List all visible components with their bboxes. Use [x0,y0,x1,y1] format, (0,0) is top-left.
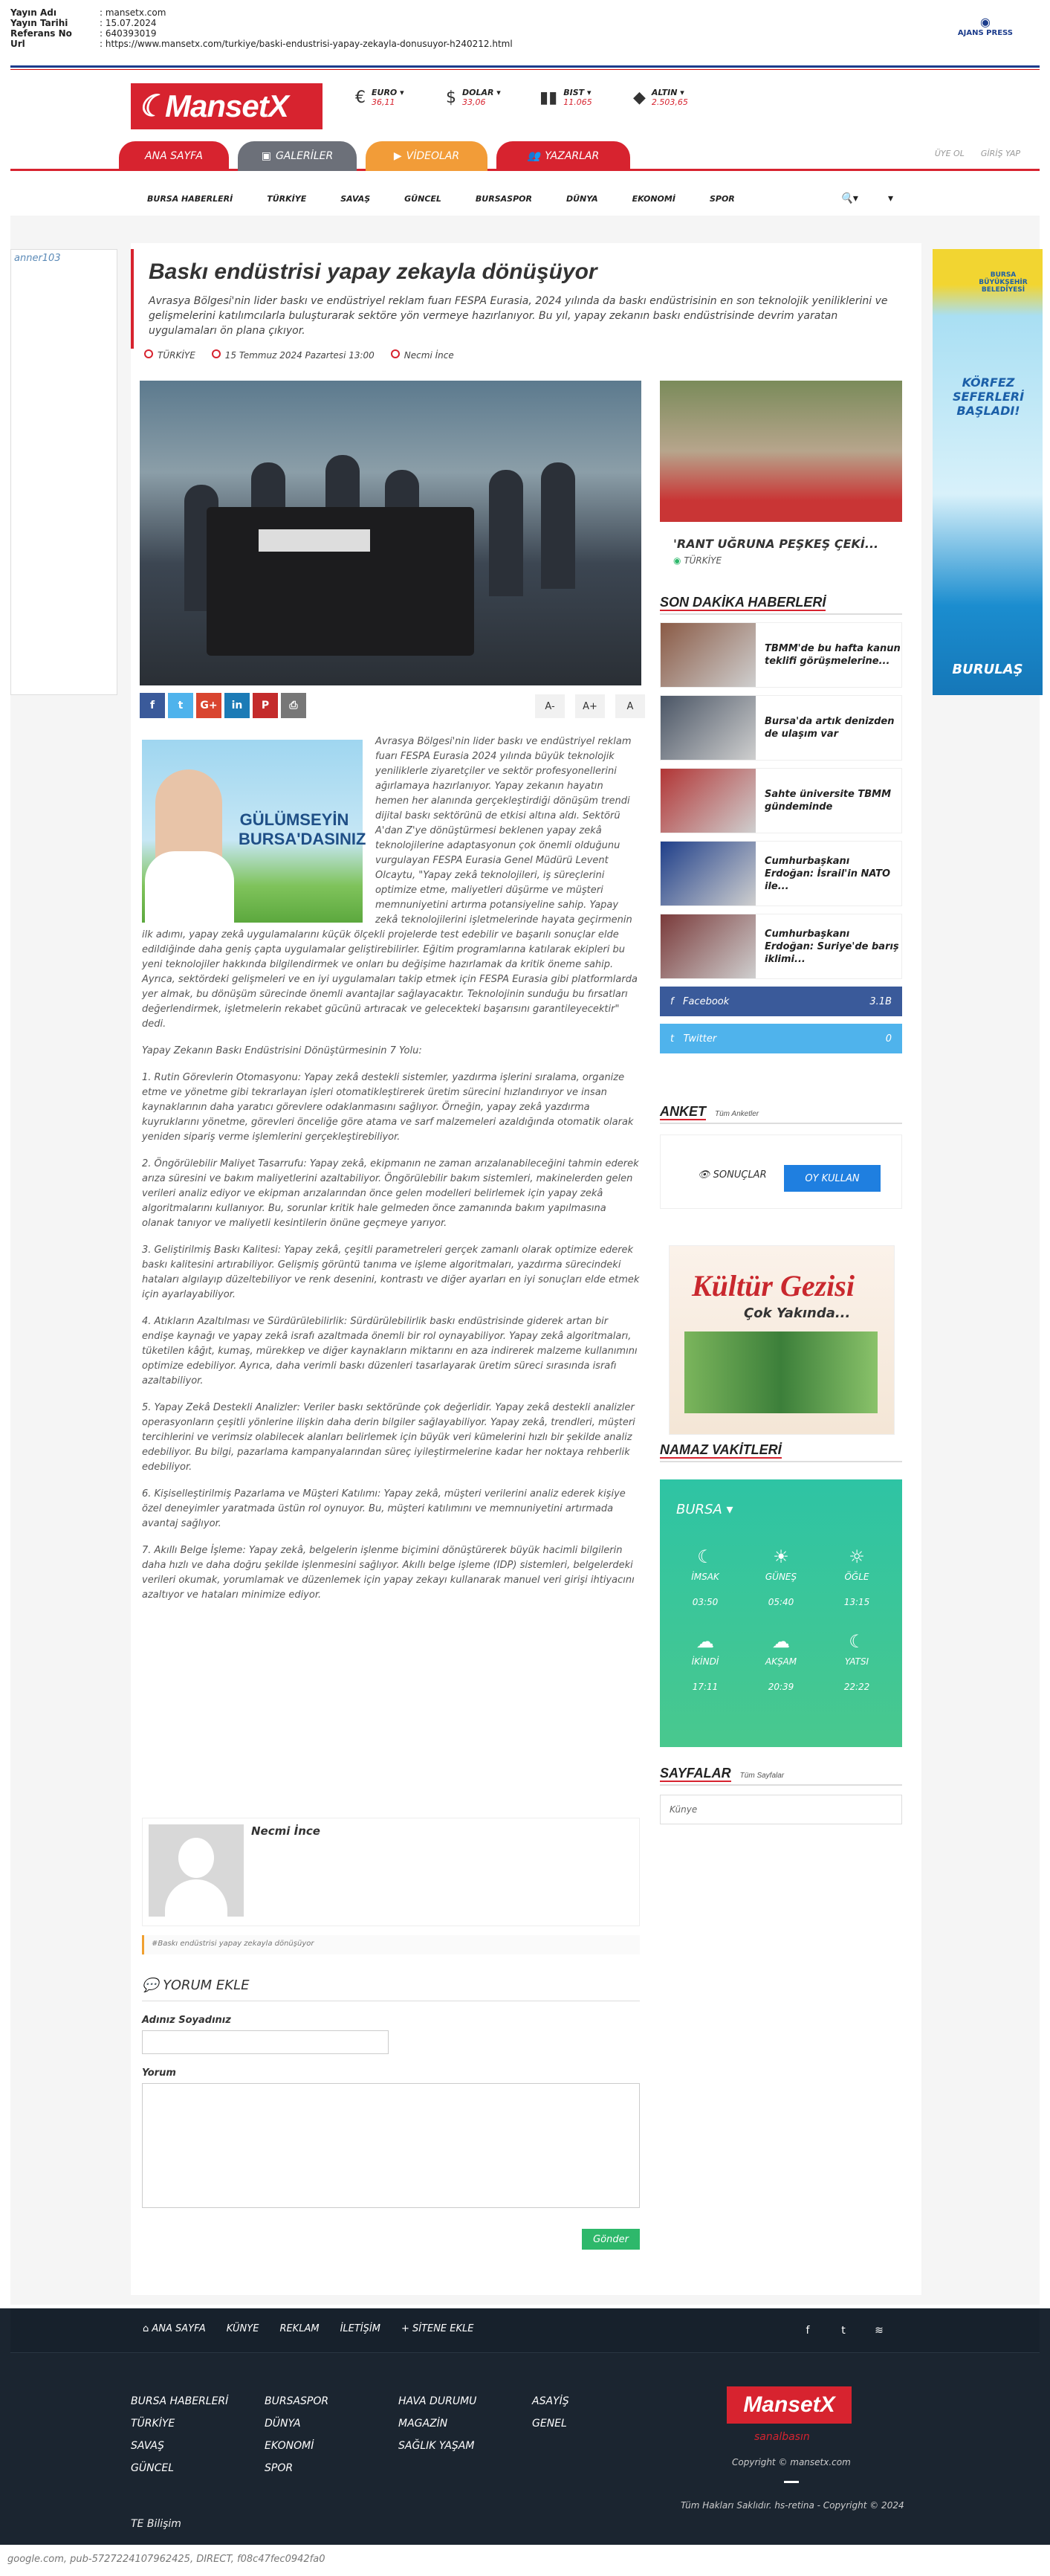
twitter-icon: t [670,1033,675,1045]
currency-icon: $ [446,88,456,107]
te-bilisim-link[interactable]: TE Bilişim [131,2518,181,2530]
news-title: Sahte üniversite TBMM gündeminde [765,789,892,813]
ads-txt-line: google.com, pub-5727224107962425, DIRECT, f08c47fec0942fa0 [7,2554,325,2565]
agency-logo: ◉ AJANS PRESS [957,15,1013,37]
twitter-counter[interactable]: t Twitter 0 [660,1024,902,1053]
breaking-news: SON DAKİKA HABERLERİ TBMM'de bu hafta kanun teklifi görüşmelerine... Bursa'da artık denizden de ulaşım var Sahte üniversite TBMM gündeminde Cumhurbaşkanı Erdoğan: İsrail'in NATO ile... Cumhurbaşkanı Erdoğan: Suriye'de barış iklimi... f Facebook 3.1B t Twitter 0 [660,595,902,1053]
footer-column [398,2390,502,2479]
footer-rights: Tüm Hakları Saklıdır. hs-retina - Copyright © 2024 [681,2500,904,2511]
name-input[interactable] [142,2030,389,2054]
footer-column [532,2390,636,2479]
prayer-time [667,1546,743,1607]
article-paragraph: Avrasya Bölgesi'nin lider baskı ve endüstriyel reklam fuarı FESPA Eurasia 2024 yılında büyük teknolojik yeniliklerle ziyaretçiler ve sektör profesyonellerini ağırlamaya hazırlanıyor. Yapay zekanın hayatın hemen her alanında gerçekleştirdiği dönüşüm trendi dijital baskı sektörünü de etkisi altına aldı. Sektörü A'dan Z'ye dönüştürmesi beklenen yapay zekâ teknolojilerine adaptasyonun çok önemli olduğunu vurgulayan FESPA Eurasia Genel Müdürü Levent Olcaytu, "Yapay zekâ teknolojileri, iş süreçlerini optimize etme, maliyetleri düşürme ve müşteri memnuniyetini artırma potansiyeline sahip. Yapay zekâ teknolojilerini işletmelerinde hayata geçirmenin ilk adımı, yapay zekâ uygulamalarını küçük ölçekli projelerde test edebilir ve başarılı sonuçlar elde edildiğinde daha geniş çapta uygulamalar geliştirebilirler. Eğitim programlarına katılarak ekipleri bu yeni teknolojiler hakkında bilgilendirmek ve onları bu değişime hazırlamak da kritik öneme sahip. Ayrıca, sektördeki gelişmeleri ve en iyi uygulamaları takip etmek için FESPA Eurasia gibi platformlarda yer almak, bu dönüşüm sürecinde önemli avantajlar sağlayacaktır. Teknolojinin sunduğu bu fırsatları değerlendirmek, işletmelerin rekabet gücünü artıracak ve gelecekteki başarısını garantileyecektir" dedi. [142,736,638,1030]
prayer-name: GÜNEŞ [765,1572,797,1582]
featured-image [660,381,902,522]
avatar [149,1824,244,1917]
image-icon: ▣ [261,150,271,162]
facebook-icon[interactable]: f [806,2325,810,2337]
footer-category-link[interactable]: HAVA DURUMU [398,2395,477,2407]
nav-item-savaş[interactable]: SAVAŞ [340,193,371,204]
footer-category-link[interactable]: SAVAŞ [131,2440,164,2452]
footer-column [265,2390,369,2479]
prayer-icon: ☁ [696,1631,714,1652]
crescent-star-icon: ☾ [138,90,164,123]
article-author[interactable]: Necmi İnce [391,349,454,361]
footer-category-link[interactable]: MAGAZİN [398,2418,448,2430]
article-category[interactable]: TÜRKİYE [144,349,195,361]
footer-copyright: Copyright © mansetx.com [732,2457,851,2467]
prayer-name: ÖĞLE [844,1572,869,1582]
font-size-controls [535,694,645,718]
ticker-bist[interactable] [539,88,592,107]
login-link[interactable]: GİRİŞ YAP [980,149,1020,158]
footer [0,2308,1050,2545]
news-thumbnail [661,769,756,833]
article-paragraph: 2. Öngörülebilir Maliyet Tasarrufu: Yapay zekâ, ekipmanın ne zaman arızalanabileceğini tahmin ederek arıza süresini ve bakım maliyetlerini azaltabiliyor. Öngörülebilir bakım sistemleri, makinelerden gelen verileri analiz ediyor ve ekipman arızalarından önce gelen modelleri belirlemek için yapay zekâ algoritmalarını kullanıyor. Bu, sorunlar kritik hale gelmeden önce zamanında bakım yapılmasına olanak tanıyor ve maliyetli kesintilerin önüne geçmeye yarıyor. [142,1158,639,1229]
footer-link[interactable]: REKLAM [279,2323,320,2334]
article-paragraph: 4. Atıkların Azaltılması ve Sürdürülebilirlik: Sürdürülebilirlik baskı endüstrisinde giderek artan bir endişe kaynağı ve yapay zekâ israfı azaltmada önemli bir rol oynayabiliyor. Yapay zekâ algoritmaları, tüketilen kâğıt, kumaş, mürekkep ve diğer kaynakların miktarını en aza indirerek malzeme kullanımını optimize edebiliyor. Ayrıca, daha verimli baskı düzenleri tasarlayarak üretim süreci sırasında israfı azaltabiliyor. [142,1316,638,1387]
inline-ad-text: GÜLÜMSEYİN BURSA'DASINIZ [239,810,366,848]
prayer-hour: 20:39 [768,1682,794,1692]
meta-key: Url [10,39,25,49]
ticker-value: 2.503,65 [651,97,688,107]
footer-category-link[interactable]: EKONOMİ [265,2440,314,2452]
nav-item-bursa-haberleri̇[interactable]: BURSA HABERLERİ [147,193,233,204]
prayer-name: YATSI [844,1656,869,1667]
kultur-gezisi-ad[interactable]: Kültür Gezisi Çok Yakında... [669,1245,895,1435]
googleplus-share-icon[interactable]: G+ [196,693,221,718]
comment-label: Yorum [142,2067,176,2079]
prayer-icon: ☾ [849,1631,865,1652]
prayer-times-title: NAMAZ VAKİTLERİ [660,1442,902,1462]
meta-row [10,18,513,28]
news-thumbnail [661,696,756,760]
breaking-news-item[interactable] [660,622,902,688]
nav-item-güncel[interactable]: GÜNCEL [404,193,441,204]
breaking-news-item[interactable] [660,695,902,761]
search-icon[interactable]: 🔍▾ [840,193,858,204]
ticker-value: 11.065 [563,97,592,107]
meta-key: Referans No [10,28,72,39]
comment-form [142,1978,640,2208]
ticker-name: EURO ▾ [372,88,404,97]
meta-value: : mansetx.com [100,7,166,18]
footer-category-link[interactable]: DÜNYA [265,2418,301,2430]
breaking-news-item[interactable] [660,768,902,833]
prayer-icon: ☀ [773,1546,789,1567]
author-box [142,1818,640,1926]
twitter-share-icon[interactable]: t [168,693,193,718]
article-header [131,249,921,349]
prayer-time [743,1631,819,1692]
tab-ana-sayfa[interactable]: ANA SAYFA [119,141,229,171]
pages-select[interactable]: Künye [660,1795,902,1824]
rss-icon[interactable]: ≋ [875,2325,884,2337]
prayer-times [660,1479,902,1747]
prayer-hour: 05:40 [768,1597,794,1607]
print-icon[interactable]: ⎙ [281,693,306,718]
news-title: Cumhurbaşkanı Erdoğan: Suriye'de barış iklimi... [765,928,899,965]
clipping-meta [10,7,513,49]
send-button[interactable]: Gönder [582,2229,640,2250]
prayer-name: AKŞAM [765,1656,797,1667]
article-paragraph: 1. Rutin Görevlerin Otomasyonu: Yapay zekâ destekli sistemler, yazdırma işlerini sıralama, organize etme ve yönetme gibi tekrarlayan işleri otomatikleştirerek üretim sürecini hızlandırıyor ve insan kaynaklarının daha yaratıcı görevlere odaklanmasını sağlıyor. Örneğin, yapay zekâ yazdırma kuyruklarını yönetme, görevleri önceliğe göre atama ve sarf malzemeleri azaldığında otomatik olarak yeniden sipariş verme işlemlerini gerçekleştirebiliyor. [142,1072,634,1143]
meta-row [10,39,513,49]
pinterest-share-icon[interactable]: P [253,693,278,718]
poll-results-button[interactable]: 👁 SONUÇLAR [698,1169,767,1181]
ticker-name: BIST ▾ [563,88,592,97]
nav-item-ekonomi̇[interactable]: EKONOMİ [632,193,675,204]
footer-link[interactable]: + SİTENE EKLE [401,2323,474,2334]
meta-value: : https://www.mansetx.com/turkiye/baski-endustrisi-yapay-zekayla-donusuyor-h240212.html [100,39,513,49]
all-polls-link[interactable]: Tüm Anketler [715,1110,759,1118]
ticker-dolar[interactable] [446,88,501,107]
news-title: Bursa'da artık denizden de ulaşım var [765,716,895,740]
author-name[interactable]: Necmi İnce [251,1824,320,1838]
sanalbasin-logo: sanalbasın [754,2431,810,2443]
featured-card[interactable]: 'RANT UĞRUNA PEŞKEŞ ÇEKİ... ◉ TÜRKİYE [660,381,902,566]
subnav-tools [823,193,911,204]
comment-title: 💬 YORUM EKLE [142,1978,640,2001]
comment-textarea[interactable] [142,2083,640,2208]
article-paragraph: 5. Yapay Zekâ Destekli Analizler: Veriler baskı sektöründe çok değerlidir. Yapay zekâ destekli analizler operasyonların çeşitli yönlerine ilişkin daha derin bilgiler sağlayabiliyor. Yapay zekâ, trendleri, müşteri tercihlerini ve verimsiz olabilecek alanları belirlemek için büyük veri kümelerini hızlı bir şekilde analiz edebiliyor. Bu bilgi, pazarlama kampanyalarından süreç iyileştirmelerine kadar her noktaya rehberlik edebiliyor. [142,1402,635,1473]
footer-category-link[interactable]: BURSASPOR [265,2395,329,2407]
ticker-altin[interactable] [633,88,688,107]
font-decrease-button[interactable]: A- [535,694,565,718]
prayer-name: İKİNDİ [691,1656,719,1667]
article-lead: Avrasya Bölgesi'nin lider baskı ve endüstriyel reklam fuarı FESPA Eurasia, 2024 yılında da baskı endüstrisinin en son teknolojik yeniliklerini ve gelişmelerini katılımcılarla buluşturarak sektöre yön vermeye hazırlanıyor. Bu yıl, yapay zekanın baskı endüstrisinde devrim yaratan uygulamaları ön plana çıkıyor. [149,295,888,337]
prayer-icon: ☼ [849,1546,865,1567]
news-thumbnail [661,842,756,906]
tab-videolar[interactable]: ▶ VİDEOLAR [366,141,487,171]
meta-key: Yayın Tarihi [10,18,68,28]
left-banner[interactable]: anner103 [10,249,117,695]
facebook-share-icon[interactable]: f [140,693,165,718]
article-tag[interactable]: #Baskı endüstrisi yapay zekayla dönüşüyor [142,1935,640,1954]
prayer-time [819,1631,895,1692]
meta-value: : 640393019 [100,28,157,39]
site-logo[interactable]: ☾ MansetX [131,83,323,129]
comment-icon: 💬 [142,1978,159,1993]
ticker-name: ALTIN ▾ [651,88,684,97]
account-links [935,149,1020,158]
meta-row [10,7,513,18]
footer-category-link[interactable]: SAĞLIK YAŞAM [398,2440,475,2452]
poll: ANKET Tüm Anketler 👁 SONUÇLAR OY KULLAN [660,1104,902,1209]
all-pages-link[interactable]: Tüm Sayfalar [739,1772,785,1780]
footer-link[interactable]: İLETİŞİM [340,2323,380,2334]
footer-category-link[interactable]: GENEL [532,2418,567,2430]
footer-link[interactable]: KÜNYE [226,2323,259,2334]
currency-icon: ▮▮ [539,88,558,107]
header-rule [10,65,1040,70]
article-date: 15 Temmuz 2024 Pazartesi 13:00 [212,349,375,361]
article-photo [140,381,641,685]
footer-column [131,2390,235,2479]
article-paragraph: 6. Kişiselleştirilmiş Pazarlama ve Müşteri Katılımı: Yapay zekâ, müşteri verilerini analiz ederek kişiye özel deneyimler yaratmada üstün rol oynuyor. Bu, müşteri katılımını ve memnuniyetini artırmada avantaj sağlıyor. [142,1488,626,1529]
news-title: TBMM'de bu hafta kanun teklifi görüşmelerine... [765,643,901,667]
video-icon: ▶ [393,150,402,162]
nav-item-dünya[interactable]: DÜNYA [565,193,598,204]
prayer-hour: 03:50 [692,1597,719,1607]
main-nav [10,141,1040,171]
prayer-hour: 22:22 [843,1682,870,1692]
category-nav [130,184,910,213]
meta-row [10,28,513,39]
name-label: Adınız Soyadınız [142,2015,231,2026]
ticker-value: 36,11 [372,97,395,107]
prayer-icon: ☁ [772,1631,790,1652]
article-paragraph: 7. Akıllı Belge İşleme: Yapay zekâ, belgelerin işlenme biçimini dönüştürerek büyük hacimli bilgilerin daha hızlı ve daha doğru şekilde işlenmesini sağlıyor. Akıllı belge işleme (IDP) sistemleri, belgelerdeki verileri okumak, yorumlamak ve düzenlemek için yapay zekayı kullanarak manuel veri girişi ihtiyacını azaltıyor ve hataları minimize ediyor. [142,1545,635,1601]
breaking-news-item[interactable] [660,841,902,906]
meta-key: Yayın Adı [10,7,56,18]
footer-logo[interactable]: MansetX [727,2386,852,2424]
footer-category-link[interactable]: GÜNCEL [131,2462,174,2474]
prayer-hour: 13:15 [843,1597,870,1607]
meta-value: : 15.07.2024 [100,18,157,28]
ticker-value: 33,06 [462,97,486,107]
nav-item-bursaspor[interactable]: BURSASPOR [475,193,532,204]
font-reset-button[interactable]: A [615,694,645,718]
ticker-euro[interactable] [355,88,404,107]
register-link[interactable]: ÜYE OL [934,149,965,158]
article-paragraph: 3. Geliştirilmiş Baskı Kalitesi: Yapay zekâ, çeşitli parametreleri gerçek zamanlı olarak optimize ederek baskı kalitesini artırabiliyor. Gelişmiş görüntü tanıma ve işleme algoritmaları, yazdırma sürecindeki hataları algılayıp düzeltebiliyor ve renk desenini, kontrastı ve diğer ayarları en iyi sonuçları elde etmek için ayarlayabiliyor. [142,1245,640,1300]
currency-icon: € [355,88,366,107]
footer-link[interactable]: ⌂ ANA SAYFA [143,2323,206,2334]
linkedin-share-icon[interactable]: in [224,693,250,718]
prayer-hour: 17:11 [692,1682,719,1692]
footer-bar [10,2308,1040,2353]
prayer-icon: ☾ [697,1546,713,1567]
ticker-name: DOLAR ▾ [462,88,501,97]
font-increase-button[interactable]: A+ [575,694,605,718]
footer-category-link[interactable]: SPOR [265,2462,294,2474]
facebook-icon: f [670,995,674,1007]
article-paragraph: Yapay Zekanın Baskı Endüstrisini Dönüştürmesinin 7 Yolu: [142,1045,422,1056]
facebook-counter[interactable]: f Facebook 3.1B [660,987,902,1016]
footer-category-link[interactable]: ASAYİŞ [532,2395,569,2407]
twitter-icon[interactable]: t [841,2325,846,2337]
footer-category-link[interactable]: BURSA HABERLERİ [131,2395,229,2407]
city-select[interactable]: BURSA ▾ [676,1502,733,1517]
news-title: Cumhurbaşkanı Erdoğan: İsrail'in NATO ile... [765,855,891,892]
tab-galeriler[interactable]: ▣ GALERİLER [238,141,357,171]
breaking-news-item[interactable] [660,914,902,979]
news-thumbnail [661,623,756,687]
tab-yazarlar[interactable]: 👥 YAZARLAR [496,141,630,171]
news-thumbnail [661,914,756,978]
prayer-time [743,1546,819,1607]
users-icon: 👥 [527,150,541,162]
inline-ad[interactable] [142,740,366,923]
nav-item-türki̇ye[interactable]: TÜRKİYE [267,193,307,204]
prayer-time [819,1546,895,1607]
article-byline [144,349,454,361]
footer-category-link[interactable]: TÜRKİYE [131,2418,175,2430]
poll-vote-button[interactable]: OY KULLAN [784,1165,881,1192]
currency-icon: ◆ [633,88,646,107]
article-title: Baskı endüstrisi yapay zekayla dönüşüyor [149,259,597,284]
menu-chevron-icon[interactable]: ▾ [887,193,893,204]
prayer-time [667,1631,743,1692]
right-banner-ad[interactable]: BURSA BÜYÜKŞEHİR BELEDİYESİ KÖRFEZ SEFERLERİ BAŞLADI! BURULAŞ [933,249,1043,695]
nav-item-spor[interactable]: SPOR [709,193,735,204]
pages: SAYFALAR Tüm Sayfalar Künye [660,1766,902,1824]
prayer-name: İMSAK [691,1572,719,1582]
share-bar [140,693,306,718]
